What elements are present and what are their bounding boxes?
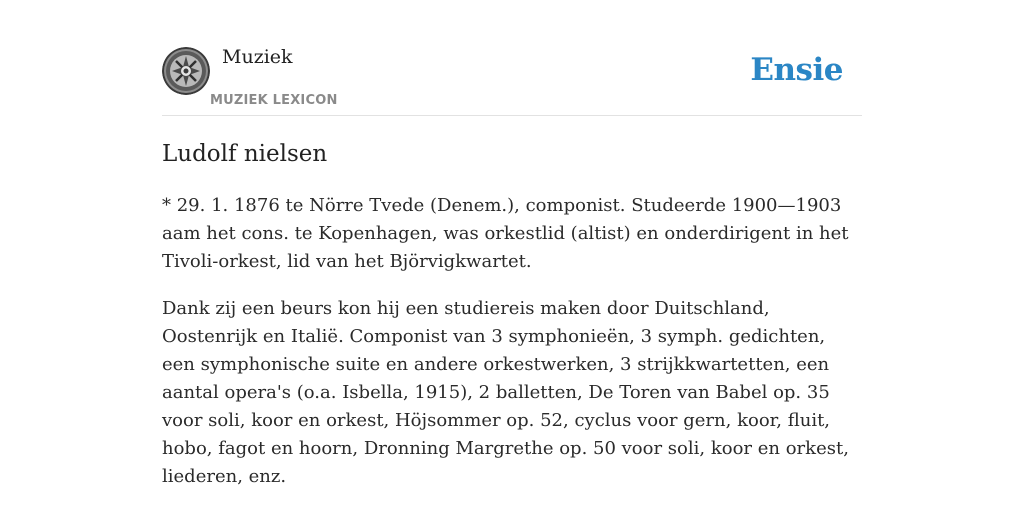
source-avatar[interactable] bbox=[162, 47, 210, 95]
brand-logo[interactable]: Ensie bbox=[750, 52, 843, 88]
article-title: Ludolf nielsen bbox=[162, 141, 328, 167]
medallion-icon bbox=[162, 47, 210, 95]
article-paragraph: * 29. 1. 1876 te Nörre Tvede (Denem.), componist. Studeerde 1900—1903 aam het cons. te Kopenhagen, was orkestlid (altist) en onderdirigent in het Tivoli-orkest, lid van het Björvigkwartet. bbox=[162, 195, 849, 272]
page bbox=[162, 0, 862, 487]
header bbox=[162, 0, 862, 116]
source-name[interactable]: Muziek bbox=[222, 46, 293, 68]
source-subtitle[interactable]: MUZIEK LEXICON bbox=[210, 93, 338, 108]
article-paragraph: Dank zij een beurs kon hij een studiereis maken door Duitschland, Oostenrijk en Italië. Componist van 3 symphonieën, 3 symph. gedichten, een symphonische suite en andere orkestwerken, 3 strijkkwartetten, een aantal opera's (o.a. Isbella, 1915), 2 balletten, De Toren van Babel op. 35 voor soli, koor en orkest, Höjsommer op. 52, cyclus voor gern, koor, fluit, hobo, fagot en hoorn, Dronning Margrethe op. 50 voor soli, koor en orkest, liederen, enz. bbox=[162, 298, 849, 487]
